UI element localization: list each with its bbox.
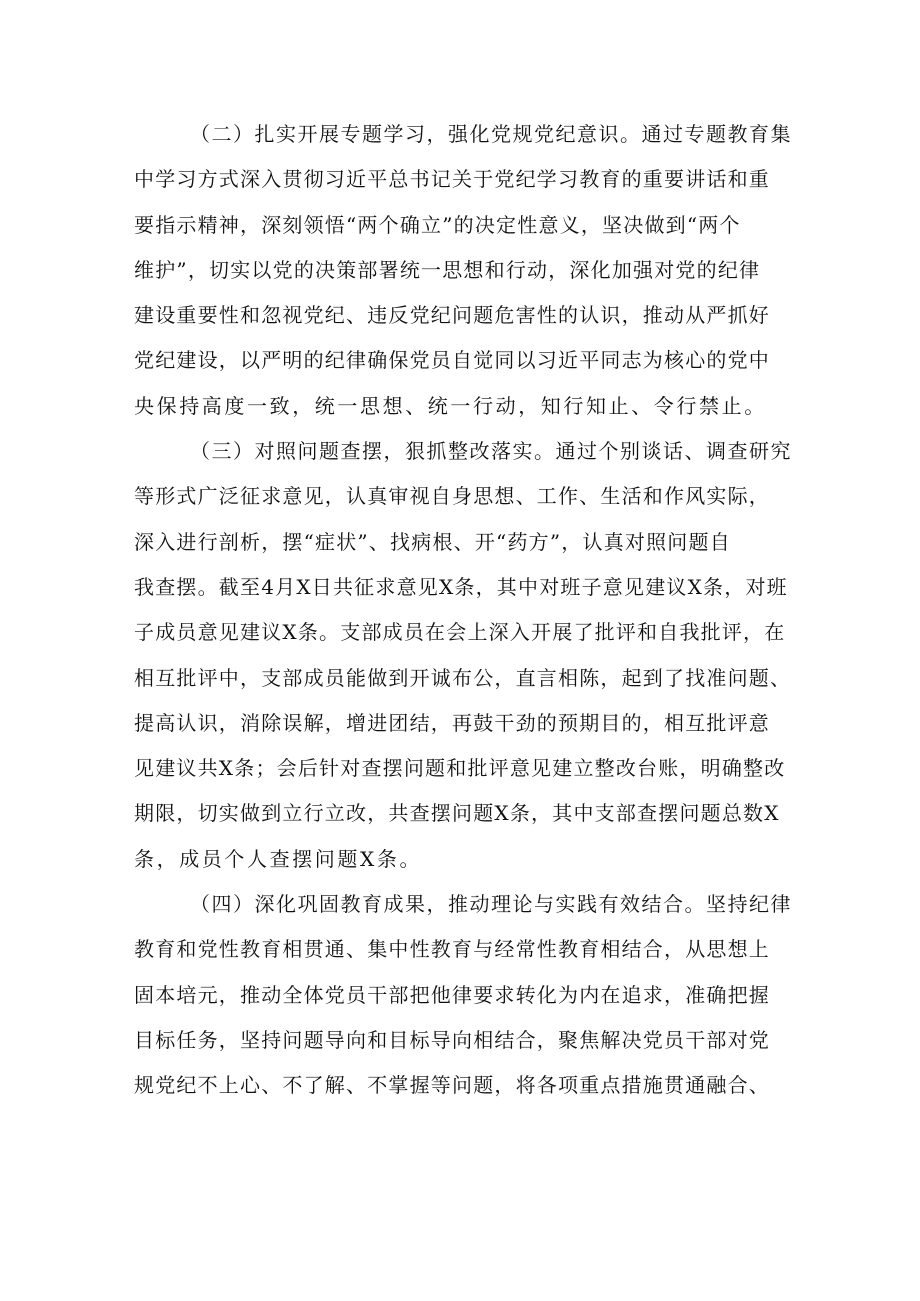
paragraph-2-line-6: 党纪建设，以严明的纪律确保党员自觉同以习近平同志为核心的党中: [134, 348, 770, 373]
paragraph-2-line-4: 维护”，切实以党的决策部署统一思想和行动，深化加强对党的纪律: [134, 257, 761, 282]
paragraph-4-line-2: 教育和党性教育相贯通、集中性教育与经常性教育相结合，从思想上: [134, 937, 770, 962]
paragraph-2-line-7: 央保持高度一致，统一思想、统一行动，知行知止、令行禁止。: [134, 393, 767, 418]
paragraph-3-line-7: 提高认识，消除误解，增进团结，再鼓干劲的预期目的，相互批评意: [134, 710, 770, 735]
paragraph-3-line-8: 见建议共X条；会后针对查摆问题和批评意见建立整改台账，明确整改: [134, 756, 786, 781]
paragraph-4-line-3: 固本培元，推动全体党员干部把他律要求转化为内在追求，准确把握: [134, 982, 770, 1007]
paragraph-4-line-1: （四）深化巩固教育成果，推动理论与实践有效结合。坚持纪律: [190, 892, 792, 917]
paragraph-2-line-3: 要指示精神，深刻领悟“两个确立”的决定性意义，坚决做到“两个: [134, 212, 741, 237]
paragraph-3-line-2: 等形式广泛征求意见，认真审视自身思想、工作、生活和作风实际，: [134, 484, 770, 509]
paragraph-3-line-3: 深入进行剖析，摆“症状”、找病根、开“药方”，认真对照问题自: [134, 529, 731, 554]
paragraph-2-line-5: 建设重要性和忽视党纪、违反党纪问题危害性的认识，推动从严抓好: [134, 303, 770, 328]
document-body: [134, 112, 796, 1109]
paragraph-3-line-9: 期限，切实做到立行立改，共查摆问题X条，其中支部查摆问题总数X: [134, 801, 780, 826]
paragraph-2-line-2: 中学习方式深入贯彻习近平总书记关于党纪学习教育的重要讲话和重: [134, 167, 770, 192]
paragraph-3-line-4: 我查摆。截至4月X日共征求意见X条，其中对班子意见建议X条，对班: [134, 574, 788, 599]
paragraph-3-line-10: 条，成员个人查摆问题X条。: [134, 846, 423, 871]
paragraph-4-line-4: 目标任务，坚持问题导向和目标导向相结合，聚焦解决党员干部对党: [134, 1027, 770, 1052]
paragraph-3-line-6: 相互批评中，支部成员能做到开诚布公，直言相陈，起到了找准问题、: [134, 665, 792, 690]
paragraph-3-line-5: 子成员意见建议X条。支部成员在会上深入开展了批评和自我批评，在: [134, 620, 786, 645]
paragraph-2-line-1: （二）扎实开展专题学习，强化党规党纪意识。通过专题教育集: [190, 122, 792, 146]
paragraph-4-line-5: 规党纪不上心、不了解、不掌握等问题，将各项重点措施贯通融合、: [134, 1073, 770, 1098]
paragraph-3-line-1: （三）对照问题查摆，狠抓整改落实。通过个别谈话、调查研究: [190, 439, 792, 464]
